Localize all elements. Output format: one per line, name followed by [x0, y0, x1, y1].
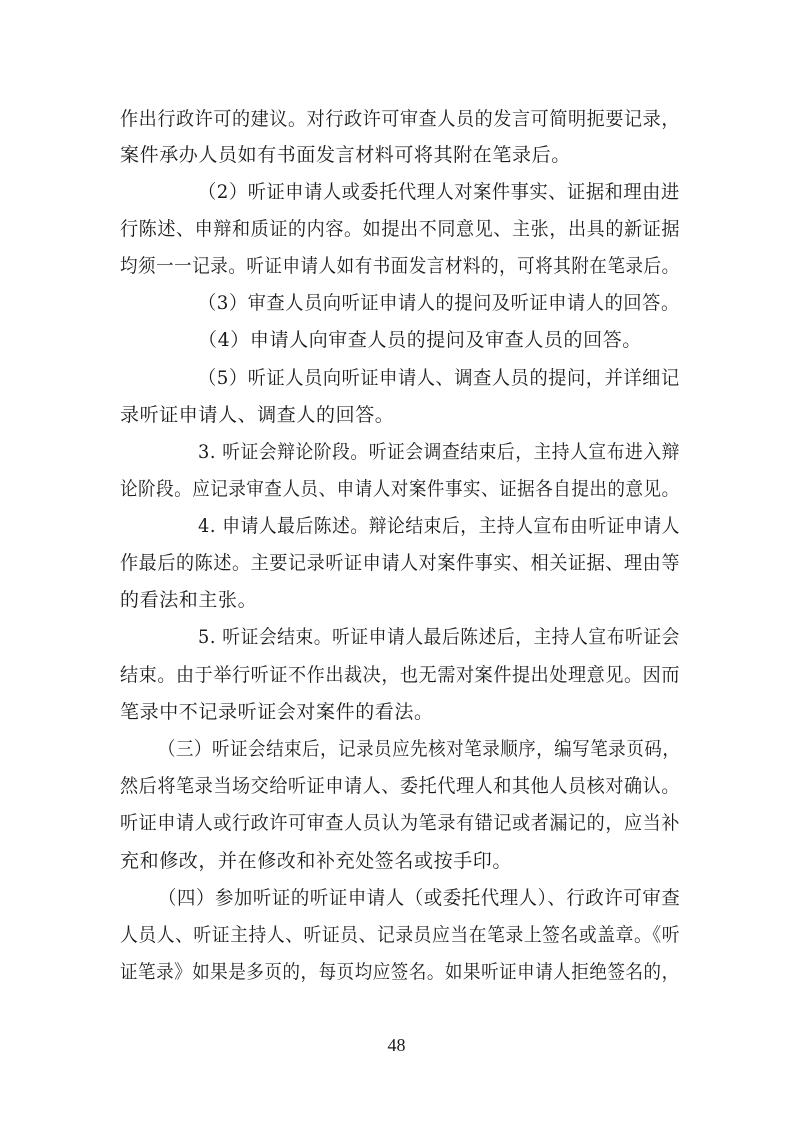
page-number: 48: [387, 1035, 406, 1055]
text-line: 的看法和主张。: [120, 589, 258, 611]
text-line: （3）审查人员向听证申请人的提问及听证申请人的回答。: [198, 292, 680, 314]
text-line: （三）听证会结束后，记录员应先核对笔录顺序，编写笔录页码，: [158, 738, 681, 760]
text-line: 均须一一记录。听证申请人如有书面发言材料的，可将其附在笔录后。: [120, 255, 680, 277]
text-line: （2）听证申请人或委托代理人对案件事实、证据和理由进: [198, 181, 680, 203]
text-line: 5. 听证会结束。听证申请人最后陈述后，主持人宣布听证会: [198, 626, 680, 648]
text-line: 作出行政许可的建议。对行政许可审查人员的发言可简明扼要记录，: [120, 108, 681, 130]
text-line: 充和修改，并在修改和补充处签名或按手印。: [120, 850, 513, 872]
text-line: 听证申请人或行政许可审查人员认为笔录有错记或者漏记的，应当补: [120, 812, 681, 834]
text-line: （4）申请人向审查人员的提问及审查人员的回答。: [198, 329, 642, 351]
text-line: 笔录中不记录听证会对案件的看法。: [120, 701, 434, 723]
text-line: 行陈述、申辩和质证的内容。如提出不同意见、主张，出具的新证据: [120, 218, 681, 240]
text-line: 结束。由于举行听证不作出裁决，也无需对案件提出处理意见。因而: [120, 664, 681, 686]
text-line: 4. 申请人最后陈述。辩论结束后，主持人宣布由听证申请人: [198, 515, 680, 537]
text-line: 然后将笔录当场交给听证申请人、委托代理人和其他人员核对确认。: [120, 775, 681, 797]
text-line: （四）参加听证的听证申请人（或委托代理人）、行政许可审查: [158, 887, 681, 909]
text-line: 人员人、听证主持人、听证员、记录员应当在笔录上签名或盖章。《听: [120, 924, 681, 946]
text-line: 3. 听证会辩论阶段。听证会调查结束后，主持人宣布进入辩: [198, 441, 680, 463]
text-line: （5）听证人员向听证申请人、调查人员的提问，并详细记: [198, 367, 680, 389]
text-line: 案件承办人员如有书面发言材料可将其附在笔录后。: [120, 144, 571, 166]
text-line: 证笔录》如果是多页的，每页均应签名。如果听证申请人拒绝签名的，: [120, 961, 680, 983]
text-line: 论阶段。应记录审查人员、申请人对案件事实、证据各自提出的意见。: [120, 478, 680, 500]
text-line: 作最后的陈述。主要记录听证申请人对案件事实、相关证据、理由等: [120, 552, 681, 574]
text-line: 录听证申请人、调查人的回答。: [120, 404, 395, 426]
